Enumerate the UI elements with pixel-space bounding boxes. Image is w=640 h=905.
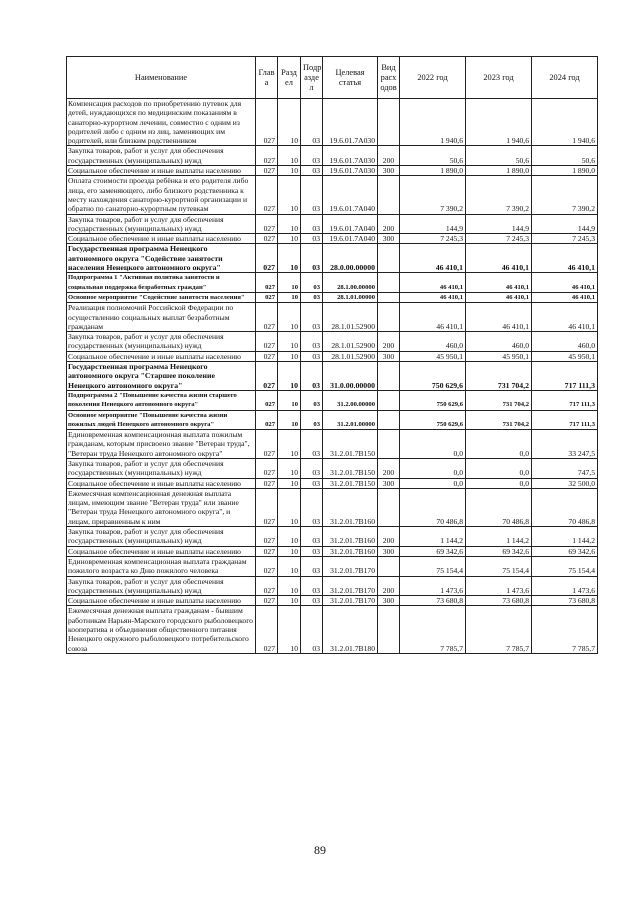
cell-2023: 1 940,6 <box>466 99 532 146</box>
cell-razdel: 10 <box>278 546 301 556</box>
cell-article: 31.2.01.00000 <box>323 410 378 430</box>
cell-2022: 7 245,3 <box>400 234 466 244</box>
cell-podrazdel: 03 <box>301 273 323 293</box>
cell-name: Социальное обеспечение и иные выплаты населению <box>67 596 256 606</box>
cell-2023: 70 486,8 <box>466 488 532 526</box>
cell-podrazdel: 03 <box>301 556 323 576</box>
cell-2023: 460,0 <box>466 332 532 352</box>
cell-glava: 027 <box>256 410 278 430</box>
cell-2022: 7 390,2 <box>400 176 466 214</box>
cell-vid: 300 <box>378 234 400 244</box>
cell-razdel: 10 <box>278 596 301 606</box>
table-row <box>67 244 598 273</box>
cell-razdel: 10 <box>278 234 301 244</box>
cell-2024: 7 390,2 <box>532 176 598 214</box>
cell-vid: 300 <box>378 351 400 361</box>
cell-2024: 46 410,1 <box>532 292 598 302</box>
cell-podrazdel: 03 <box>301 410 323 430</box>
cell-article: 31.0.00.00000 <box>323 362 378 391</box>
cell-glava: 027 <box>256 303 278 332</box>
cell-razdel: 10 <box>278 410 301 430</box>
cell-vid <box>378 606 400 653</box>
table-row <box>67 234 598 244</box>
cell-vid: 300 <box>378 478 400 488</box>
cell-podrazdel: 03 <box>301 488 323 526</box>
cell-vid <box>378 410 400 430</box>
cell-name: Социальное обеспечение и иные выплаты населению <box>67 234 256 244</box>
cell-2022: 1 473,6 <box>400 576 466 596</box>
table-row <box>67 176 598 214</box>
header-glava: Глав а <box>256 57 278 99</box>
cell-vid: 200 <box>378 576 400 596</box>
cell-2022: 0,0 <box>400 478 466 488</box>
cell-name: Компенсация расходов по приобретению путевок для детей, нуждающихся по медицинским показаниям в санаторно-курортном лечении, совместно с одним из родителей либо с одним из лиц, заменяющих им родителей, или близким родственником <box>67 99 256 146</box>
cell-2022: 7 785,7 <box>400 606 466 653</box>
cell-article: 28.1.00.00000 <box>323 273 378 293</box>
cell-2022: 460,0 <box>400 332 466 352</box>
cell-2024: 717 111,3 <box>532 390 598 410</box>
cell-razdel: 10 <box>278 332 301 352</box>
cell-name: Единовременная компенсационная выплата пожилым гражданам, которым присвоено звание "Ветеран труда", "Ветеран труда Ненецкого автономного округа" <box>67 430 256 459</box>
cell-glava: 027 <box>256 546 278 556</box>
cell-2024: 717 111,3 <box>532 410 598 430</box>
cell-razdel: 10 <box>278 166 301 176</box>
cell-glava: 027 <box>256 478 278 488</box>
table-row <box>67 527 598 547</box>
cell-2024: 32 500,0 <box>532 478 598 488</box>
cell-2022: 750 629,6 <box>400 410 466 430</box>
cell-glava: 027 <box>256 244 278 273</box>
cell-razdel: 10 <box>278 478 301 488</box>
table-row <box>67 576 598 596</box>
cell-razdel: 10 <box>278 273 301 293</box>
cell-2023: 0,0 <box>466 458 532 478</box>
cell-razdel: 10 <box>278 488 301 526</box>
cell-razdel: 10 <box>278 146 301 166</box>
cell-vid: 300 <box>378 596 400 606</box>
cell-article: 31.2.01.7В150 <box>323 458 378 478</box>
cell-podrazdel: 03 <box>301 546 323 556</box>
cell-vid: 200 <box>378 146 400 166</box>
cell-glava: 027 <box>256 430 278 459</box>
cell-2023: 0,0 <box>466 430 532 459</box>
cell-article: 28.1.01.52900 <box>323 351 378 361</box>
cell-name: Закупка товаров, работ и услуг для обеспечения государственных (муниципальных) нужд <box>67 146 256 166</box>
cell-glava: 027 <box>256 234 278 244</box>
cell-vid <box>378 244 400 273</box>
cell-2023: 0,0 <box>466 478 532 488</box>
cell-glava: 027 <box>256 556 278 576</box>
cell-podrazdel: 03 <box>301 478 323 488</box>
table-row <box>67 166 598 176</box>
cell-2023: 46 410,1 <box>466 303 532 332</box>
cell-2024: 73 680,8 <box>532 596 598 606</box>
cell-2022: 69 342,6 <box>400 546 466 556</box>
cell-2024: 7 785,7 <box>532 606 598 653</box>
cell-razdel: 10 <box>278 606 301 653</box>
cell-podrazdel: 03 <box>301 332 323 352</box>
cell-article: 31.2.01.7В160 <box>323 527 378 547</box>
cell-2022: 73 680,8 <box>400 596 466 606</box>
cell-podrazdel: 03 <box>301 596 323 606</box>
cell-2024: 45 950,1 <box>532 351 598 361</box>
cell-2024: 460,0 <box>532 332 598 352</box>
cell-2022: 46 410,1 <box>400 244 466 273</box>
cell-name: Социальное обеспечение и иные выплаты населению <box>67 546 256 556</box>
cell-2024: 1 473,6 <box>532 576 598 596</box>
cell-article: 31.2.00.00000 <box>323 390 378 410</box>
header-razdel: Разд ел <box>278 57 301 99</box>
cell-glava: 027 <box>256 488 278 526</box>
cell-2023: 50,6 <box>466 146 532 166</box>
cell-vid <box>378 176 400 214</box>
cell-glava: 027 <box>256 362 278 391</box>
table-row <box>67 488 598 526</box>
cell-vid: 300 <box>378 546 400 556</box>
cell-name: Подпрограмма 2 "Повышение качества жизни старшего поколения Ненецкого автономного округа" <box>67 390 256 410</box>
cell-2024: 46 410,1 <box>532 303 598 332</box>
cell-glava: 027 <box>256 596 278 606</box>
cell-2024: 50,6 <box>532 146 598 166</box>
cell-2024: 46 410,1 <box>532 244 598 273</box>
cell-article: 31.2.01.7В170 <box>323 576 378 596</box>
cell-podrazdel: 03 <box>301 606 323 653</box>
cell-razdel: 10 <box>278 176 301 214</box>
table-row <box>67 390 598 410</box>
cell-podrazdel: 03 <box>301 292 323 302</box>
cell-podrazdel: 03 <box>301 458 323 478</box>
cell-razdel: 10 <box>278 576 301 596</box>
cell-article: 28.1.01.52900 <box>323 332 378 352</box>
cell-2022: 1 890,0 <box>400 166 466 176</box>
cell-glava: 027 <box>256 166 278 176</box>
header-podrazdel: Подр азде л <box>301 57 323 99</box>
cell-article: 31.2.01.7В160 <box>323 488 378 526</box>
cell-article: 31.2.01.7В170 <box>323 596 378 606</box>
cell-2023: 46 410,1 <box>466 244 532 273</box>
cell-podrazdel: 03 <box>301 146 323 166</box>
cell-podrazdel: 03 <box>301 576 323 596</box>
cell-2023: 7 785,7 <box>466 606 532 653</box>
header-name: Наименование <box>67 57 256 99</box>
cell-2024: 747,5 <box>532 458 598 478</box>
table-row <box>67 430 598 459</box>
cell-name: Ежемесячная компенсационная денежная выплата лицам, имеющим звание "Ветеран труда" или звание "Ветеран труда Ненецкого автономного округа", и лицам, приравненным к ним <box>67 488 256 526</box>
cell-2022: 75 154,4 <box>400 556 466 576</box>
cell-article: 19.6.01.7А040 <box>323 176 378 214</box>
cell-name: Ежемесячная денежная выплата гражданам - бывшим работникам Нарьян-Марского городского рыболовецкого кооператива и объединения общественного питания Ненецкого окружного рыболовецкого потребительского союза <box>67 606 256 653</box>
cell-2024: 46 410,1 <box>532 273 598 293</box>
cell-razdel: 10 <box>278 556 301 576</box>
cell-name: Оплата стоимости проезда ребёнка и его родителя либо лица, его заменяющего, либо близкого родственника к месту нахождения санаторно-курортной организации и обратно по санаторно-курортным путевкам <box>67 176 256 214</box>
cell-2023: 46 410,1 <box>466 292 532 302</box>
cell-razdel: 10 <box>278 527 301 547</box>
cell-2022: 46 410,1 <box>400 303 466 332</box>
table-row <box>67 214 598 234</box>
cell-vid <box>378 556 400 576</box>
cell-name: Государственная программа Ненецкого автономного округа "Содействие занятости населения Ненецкого автономного округа" <box>67 244 256 273</box>
table-row <box>67 478 598 488</box>
cell-2023: 731 704,2 <box>466 362 532 391</box>
table-row <box>67 99 598 146</box>
cell-article: 28.0.00.00000 <box>323 244 378 273</box>
header-row <box>67 57 598 99</box>
cell-podrazdel: 03 <box>301 527 323 547</box>
cell-podrazdel: 03 <box>301 303 323 332</box>
cell-article: 19.6.01.7А030 <box>323 99 378 146</box>
cell-name: Социальное обеспечение и иные выплаты населению <box>67 351 256 361</box>
cell-2024: 1 144,2 <box>532 527 598 547</box>
cell-vid <box>378 99 400 146</box>
cell-2023: 75 154,4 <box>466 556 532 576</box>
page-number: 89 <box>314 843 326 857</box>
cell-article: 31.2.01.7В150 <box>323 430 378 459</box>
cell-name: Основное мероприятие "Повышение качества жизни пожилых людей Ненецкого автономного округа" <box>67 410 256 430</box>
cell-2022: 46 410,1 <box>400 273 466 293</box>
cell-2024: 717 111,3 <box>532 362 598 391</box>
budget-table <box>66 56 598 654</box>
cell-vid <box>378 362 400 391</box>
cell-glava: 027 <box>256 146 278 166</box>
cell-name: Государственная программа Ненецкого автономного округа "Старшее поколение Ненецкого автономного округа" <box>67 362 256 391</box>
cell-razdel: 10 <box>278 430 301 459</box>
cell-vid: 300 <box>378 166 400 176</box>
cell-article: 28.1.01.00000 <box>323 292 378 302</box>
cell-podrazdel: 03 <box>301 244 323 273</box>
cell-2023: 7 245,3 <box>466 234 532 244</box>
header-article: Целевая статья <box>323 57 378 99</box>
cell-vid <box>378 292 400 302</box>
cell-razdel: 10 <box>278 362 301 391</box>
cell-vid <box>378 273 400 293</box>
cell-name: Социальное обеспечение и иные выплаты населению <box>67 478 256 488</box>
cell-2022: 750 629,6 <box>400 390 466 410</box>
cell-glava: 027 <box>256 99 278 146</box>
cell-2022: 70 486,8 <box>400 488 466 526</box>
cell-podrazdel: 03 <box>301 176 323 214</box>
cell-podrazdel: 03 <box>301 390 323 410</box>
table-row <box>67 546 598 556</box>
header-vid: Вид расх одов <box>378 57 400 99</box>
cell-2024: 75 154,4 <box>532 556 598 576</box>
cell-glava: 027 <box>256 351 278 361</box>
cell-2023: 731 704,2 <box>466 410 532 430</box>
cell-2022: 0,0 <box>400 458 466 478</box>
cell-2023: 7 390,2 <box>466 176 532 214</box>
table-row <box>67 273 598 293</box>
cell-article: 19.6.01.7А040 <box>323 234 378 244</box>
cell-2022: 1 940,6 <box>400 99 466 146</box>
cell-glava: 027 <box>256 527 278 547</box>
table-row <box>67 303 598 332</box>
cell-article: 19.6.01.7А040 <box>323 214 378 234</box>
table-row <box>67 146 598 166</box>
cell-vid <box>378 430 400 459</box>
cell-name: Основное мероприятие "Содействие занятости населения" <box>67 292 256 302</box>
cell-razdel: 10 <box>278 303 301 332</box>
cell-razdel: 10 <box>278 292 301 302</box>
cell-vid: 200 <box>378 458 400 478</box>
cell-name: Закупка товаров, работ и услуг для обеспечения государственных (муниципальных) нужд <box>67 214 256 234</box>
cell-podrazdel: 03 <box>301 99 323 146</box>
cell-article: 31.2.01.7В180 <box>323 606 378 653</box>
cell-razdel: 10 <box>278 244 301 273</box>
cell-article: 31.2.01.7В160 <box>323 546 378 556</box>
cell-2024: 1 940,6 <box>532 99 598 146</box>
cell-glava: 027 <box>256 214 278 234</box>
cell-name: Закупка товаров, работ и услуг для обеспечения государственных (муниципальных) нужд <box>67 458 256 478</box>
cell-2023: 1 473,6 <box>466 576 532 596</box>
cell-podrazdel: 03 <box>301 430 323 459</box>
cell-2022: 45 950,1 <box>400 351 466 361</box>
cell-name: Единовременная компенсационная выплата гражданам пожилого возраста ко Дню пожилого человека <box>67 556 256 576</box>
cell-razdel: 10 <box>278 390 301 410</box>
cell-vid: 200 <box>378 527 400 547</box>
cell-vid: 200 <box>378 332 400 352</box>
cell-2023: 73 680,8 <box>466 596 532 606</box>
cell-razdel: 10 <box>278 351 301 361</box>
cell-2024: 69 342,6 <box>532 546 598 556</box>
cell-2024: 1 890,0 <box>532 166 598 176</box>
cell-2022: 46 410,1 <box>400 292 466 302</box>
cell-vid <box>378 303 400 332</box>
cell-2023: 1 890,0 <box>466 166 532 176</box>
cell-glava: 027 <box>256 292 278 302</box>
cell-podrazdel: 03 <box>301 362 323 391</box>
cell-name: Подпрограмма 1 "Активная политика занятости и социальная поддержка безработных граждан" <box>67 273 256 293</box>
cell-name: Социальное обеспечение и иные выплаты населению <box>67 166 256 176</box>
header-2022: 2022 год <box>400 57 466 99</box>
cell-vid <box>378 390 400 410</box>
cell-2024: 7 245,3 <box>532 234 598 244</box>
cell-name: Закупка товаров, работ и услуг для обеспечения государственных (муниципальных) нужд <box>67 576 256 596</box>
cell-2024: 70 486,8 <box>532 488 598 526</box>
cell-glava: 027 <box>256 176 278 214</box>
cell-article: 19.6.01.7А030 <box>323 166 378 176</box>
cell-article: 28.1.01.52900 <box>323 303 378 332</box>
cell-article: 19.6.01.7А030 <box>323 146 378 166</box>
cell-razdel: 10 <box>278 458 301 478</box>
cell-2022: 750 629,6 <box>400 362 466 391</box>
cell-vid <box>378 488 400 526</box>
cell-podrazdel: 03 <box>301 166 323 176</box>
cell-vid: 200 <box>378 214 400 234</box>
cell-2023: 69 342,6 <box>466 546 532 556</box>
cell-2023: 46 410,1 <box>466 273 532 293</box>
cell-name: Реализация полномочий Российской Федерации по осуществлению социальных выплат безработным гражданам <box>67 303 256 332</box>
cell-podrazdel: 03 <box>301 214 323 234</box>
cell-article: 31.2.01.7В170 <box>323 556 378 576</box>
cell-2024: 33 247,5 <box>532 430 598 459</box>
table-row <box>67 332 598 352</box>
cell-glava: 027 <box>256 458 278 478</box>
cell-glava: 027 <box>256 332 278 352</box>
cell-2022: 50,6 <box>400 146 466 166</box>
cell-glava: 027 <box>256 576 278 596</box>
cell-2022: 0,0 <box>400 430 466 459</box>
table-row <box>67 292 598 302</box>
header-2024: 2024 год <box>532 57 598 99</box>
cell-name: Закупка товаров, работ и услуг для обеспечения государственных (муниципальных) нужд <box>67 527 256 547</box>
table-row <box>67 362 598 391</box>
table-row <box>67 606 598 653</box>
cell-2022: 1 144,2 <box>400 527 466 547</box>
cell-2023: 731 704,2 <box>466 390 532 410</box>
cell-glava: 027 <box>256 390 278 410</box>
table-row <box>67 410 598 430</box>
cell-glava: 027 <box>256 273 278 293</box>
cell-2024: 144,9 <box>532 214 598 234</box>
header-2023: 2023 год <box>466 57 532 99</box>
table-row <box>67 596 598 606</box>
cell-glava: 027 <box>256 606 278 653</box>
cell-2022: 144,9 <box>400 214 466 234</box>
cell-2023: 1 144,2 <box>466 527 532 547</box>
cell-2023: 144,9 <box>466 214 532 234</box>
cell-2023: 45 950,1 <box>466 351 532 361</box>
table-row <box>67 351 598 361</box>
cell-article: 31.2.01.7В150 <box>323 478 378 488</box>
table-row <box>67 556 598 576</box>
cell-name: Закупка товаров, работ и услуг для обеспечения государственных (муниципальных) нужд <box>67 332 256 352</box>
table-row <box>67 458 598 478</box>
cell-podrazdel: 03 <box>301 234 323 244</box>
cell-razdel: 10 <box>278 99 301 146</box>
cell-podrazdel: 03 <box>301 351 323 361</box>
cell-razdel: 10 <box>278 214 301 234</box>
